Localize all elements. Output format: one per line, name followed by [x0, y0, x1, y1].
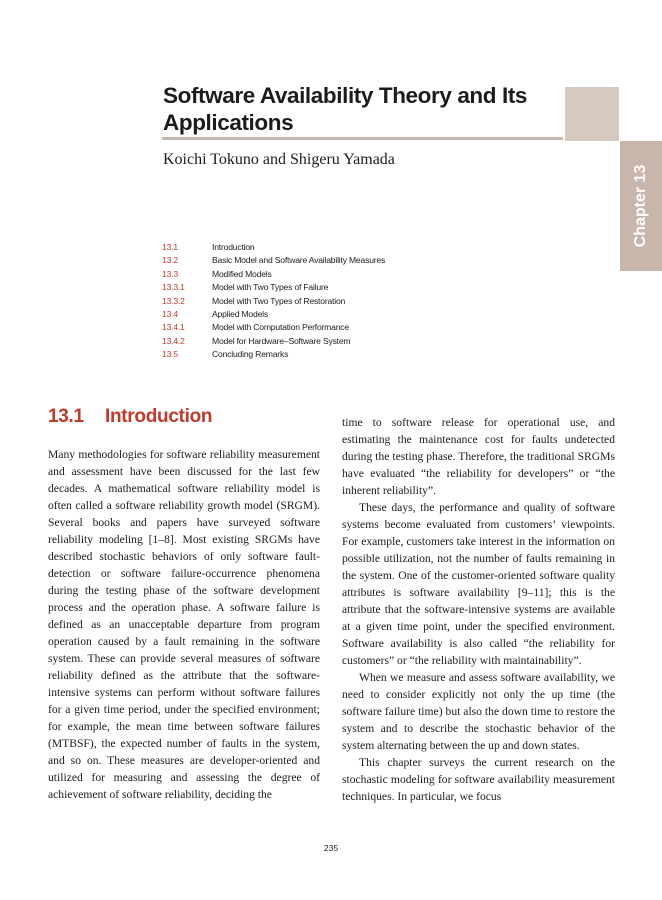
toc-entry[interactable]: [162, 295, 462, 308]
toc-number: 13.3.1: [162, 282, 185, 293]
chapter-tab-label: Chapter 13: [632, 164, 649, 248]
chapter-corner-block: [565, 87, 619, 141]
body-column-right: [342, 414, 615, 805]
chapter-title-line-2: Applications: [163, 110, 294, 135]
toc-label: Model with Computation Performance: [212, 322, 349, 333]
title-rule: [162, 137, 563, 140]
chapter-tab: [620, 141, 662, 271]
toc-number: 13.4: [162, 308, 178, 319]
body-column-left: [48, 446, 320, 803]
toc-entry[interactable]: [162, 308, 462, 321]
toc-number: 13.4.1: [162, 322, 185, 333]
chapter-authors: Koichi Tokuno and Shigeru Yamada: [163, 151, 395, 168]
toc-entry[interactable]: [162, 281, 462, 294]
toc-number: 13.2: [162, 255, 178, 266]
toc-entry[interactable]: [162, 321, 462, 334]
toc-number: 13.3: [162, 268, 178, 279]
toc-label: Modified Models: [212, 268, 272, 279]
toc-entry[interactable]: [162, 241, 462, 254]
toc-label: Model with Two Types of Failure: [212, 282, 329, 293]
section-title: Introduction: [105, 406, 213, 427]
toc-label: Model for Hardware–Software System: [212, 335, 351, 346]
body-paragraph: This chapter surveys the current research on the stochastic modeling for software availability measurement techniques. In particular, we focus: [342, 756, 615, 803]
body-paragraph: time to software release for operational use, and estimating the maintenance cost for faults undetected during the testing phase. Therefore, the traditional SRGMs have evaluated “the reliability for developers” or “the inherent reliability”.: [342, 416, 615, 497]
toc-label: Concluding Remarks: [212, 349, 289, 360]
body-paragraph: These days, the performance and quality of software systems become evaluated from customers’ viewpoints. For example, customers take interest in the information on possible utilization, not the number of faults remaining in the system. One of the customer-oriented software quality attributes is software availability [9–11]; this is the attribute that the software-intensive systems are available at a given time point, under the specified environment. Software availability is also called “the reliability for customers” or “the reliability with maintainability”.: [342, 501, 615, 667]
toc-entry[interactable]: [162, 254, 462, 267]
toc-number: 13.1: [162, 242, 178, 252]
toc-number: 13.3.2: [162, 295, 185, 306]
toc-number: 13.4.2: [162, 335, 185, 346]
section-number: 13.1: [48, 406, 84, 427]
toc-entry[interactable]: [162, 335, 462, 348]
body-paragraph: Many methodologies for software reliability measurement and assessment have been discussed for the last few decades. A mathematical software reliability model is often called a software reliability growth model (SRGM). Several books and papers have surveyed software reliability modeling [1–8]. Most existing SRGMs have described stochastic behaviors of only software fault-detection or software failure-occurrence phenomena during the testing phase of the software development process and the operation phase. A software failure is defined as an unacceptable departure from program operation caused by a fault remaining in the software system. These can provide several measures of software reliability defined as the attribute that the software-intensive systems can perform without software failures for a given time period, under the specified environment; for example, the mean time between software failures (MTBSF), the expected number of faults in the system, and so on. These measures are developer-oriented and utilized for measuring and assessing the degree of achievement of software reliability, deciding the: [48, 448, 320, 801]
toc-label: Basic Model and Software Availability Measures: [212, 255, 386, 266]
toc-label: Introduction: [212, 242, 255, 252]
toc-number: 13.5: [162, 349, 178, 360]
chapter-title-line-1: Software Availability Theory and Its: [163, 83, 528, 108]
chapter-title: [163, 82, 563, 136]
page-number: 235: [323, 843, 339, 853]
section-heading: [48, 406, 212, 428]
chapter-contents: [162, 241, 462, 362]
toc-label: Applied Models: [212, 308, 268, 319]
toc-label: Model with Two Types of Restoration: [212, 295, 346, 306]
body-paragraph: When we measure and assess software availability, we need to consider explicitly not only the up time (the software failure time) but also the down time to restore the system and to describe the stochastic behavior of the system alternating between the up and down states.: [342, 671, 615, 752]
toc-entry[interactable]: [162, 348, 462, 361]
toc-entry[interactable]: [162, 268, 462, 281]
